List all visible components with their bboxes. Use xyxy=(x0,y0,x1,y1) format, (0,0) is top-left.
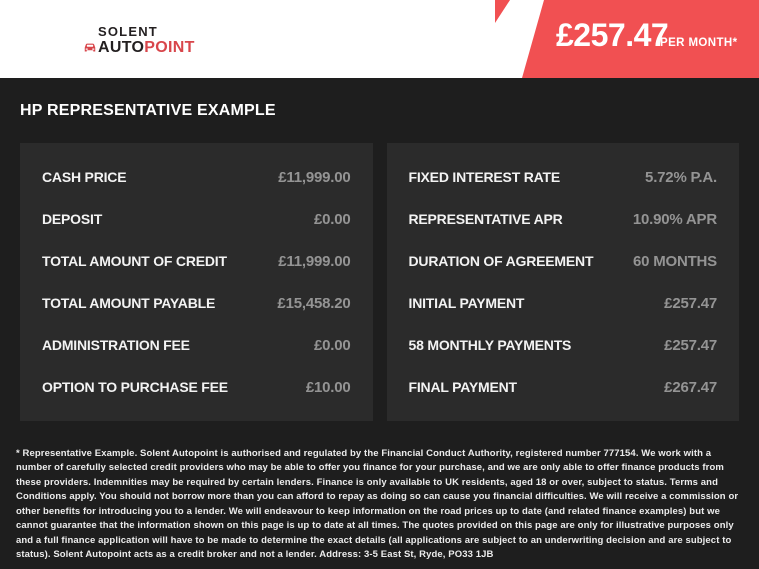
solent-autopoint-logo xyxy=(83,25,195,56)
row-value: £0.00 xyxy=(313,336,351,354)
logo-text-point: POINT xyxy=(144,39,195,56)
car-icon xyxy=(83,43,97,53)
logo-bottom-row xyxy=(83,40,195,56)
finance-panel-left xyxy=(20,143,373,421)
row-value: £11,999.00 xyxy=(278,252,351,270)
table-row xyxy=(409,366,718,408)
monthly-price-suffix: PER MONTH* xyxy=(660,37,738,49)
row-label: INITIAL PAYMENT xyxy=(408,295,525,311)
table-row xyxy=(409,324,718,366)
row-label: TOTAL AMOUNT OF CREDIT xyxy=(42,253,227,269)
row-value: £257.47 xyxy=(664,294,717,312)
table-row xyxy=(42,282,351,324)
row-label: FIXED INTEREST RATE xyxy=(408,169,561,185)
finance-example-section xyxy=(0,78,759,569)
table-row xyxy=(42,240,351,282)
logo-text-auto: AUTO xyxy=(98,39,145,56)
row-label: DEPOSIT xyxy=(42,211,103,227)
table-row xyxy=(409,198,718,240)
row-value: 10.90% APR xyxy=(632,210,717,228)
row-label: CASH PRICE xyxy=(42,169,127,185)
row-value: £257.47 xyxy=(664,336,717,354)
row-label: FINAL PAYMENT xyxy=(408,379,517,395)
table-row xyxy=(42,324,351,366)
red-accent-stripe xyxy=(495,0,510,23)
row-value: £15,458.20 xyxy=(277,294,351,312)
logo-text-solent: SOLENT xyxy=(98,24,158,39)
table-row xyxy=(42,198,351,240)
row-label: ADMINISTRATION FEE xyxy=(42,337,190,353)
table-row xyxy=(42,156,351,198)
row-label: TOTAL AMOUNT PAYABLE xyxy=(42,295,216,311)
row-value: £0.00 xyxy=(313,210,351,228)
page-title: HP REPRESENTATIVE EXAMPLE xyxy=(20,102,276,119)
finance-panel-right xyxy=(387,143,740,421)
finance-panels xyxy=(20,143,739,421)
monthly-price: £257.47 xyxy=(556,17,669,53)
row-label: DURATION OF AGREEMENT xyxy=(408,253,594,269)
row-value: 5.72% P.A. xyxy=(645,168,717,186)
table-row xyxy=(409,156,718,198)
row-label: OPTION TO PURCHASE FEE xyxy=(42,379,228,395)
row-value: £11,999.00 xyxy=(278,168,351,186)
table-row xyxy=(409,240,718,282)
site-header xyxy=(0,0,759,78)
legal-disclaimer: * Representative Example. Solent Autopoint is authorised and regulated by the Financial Conduct Authority, registered number 777154. We work with a number of carefully selected credit providers who may be able to offer you finance for your purchase, and we are only able to offer finance products from these providers. Indemnities may be required by certain lenders. Finance is only available to UK residents, aged 18 or over, subject to status. Terms and Conditions apply. You should not borrow more than you can afford to repay as doing so can cause you financial difficulties. We will receive a commission or other benefits for introducing you to a lender. We will endeavour to keep information on the road prices up to date (and related finance examples) but we cannot guarantee that the information shown on this page is up to date at all times. The quotes provided on this page are only for illustrative purposes only and a full finance application will have to be made to determine the exact details (all applications are subject to an underwriting decision and are subject to status). Solent Autopoint acts as a credit broker and not a lender. Address: 3-5 East St, Ryde, PO33 1JB xyxy=(16,448,739,561)
row-value: 60 MONTHS xyxy=(632,252,717,270)
row-label: 58 MONTHLY PAYMENTS xyxy=(408,337,572,353)
row-value: £267.47 xyxy=(664,378,717,396)
row-value: £10.00 xyxy=(305,378,351,396)
table-row xyxy=(409,282,718,324)
row-label: REPRESENTATIVE APR xyxy=(408,211,563,227)
table-row xyxy=(42,366,351,408)
